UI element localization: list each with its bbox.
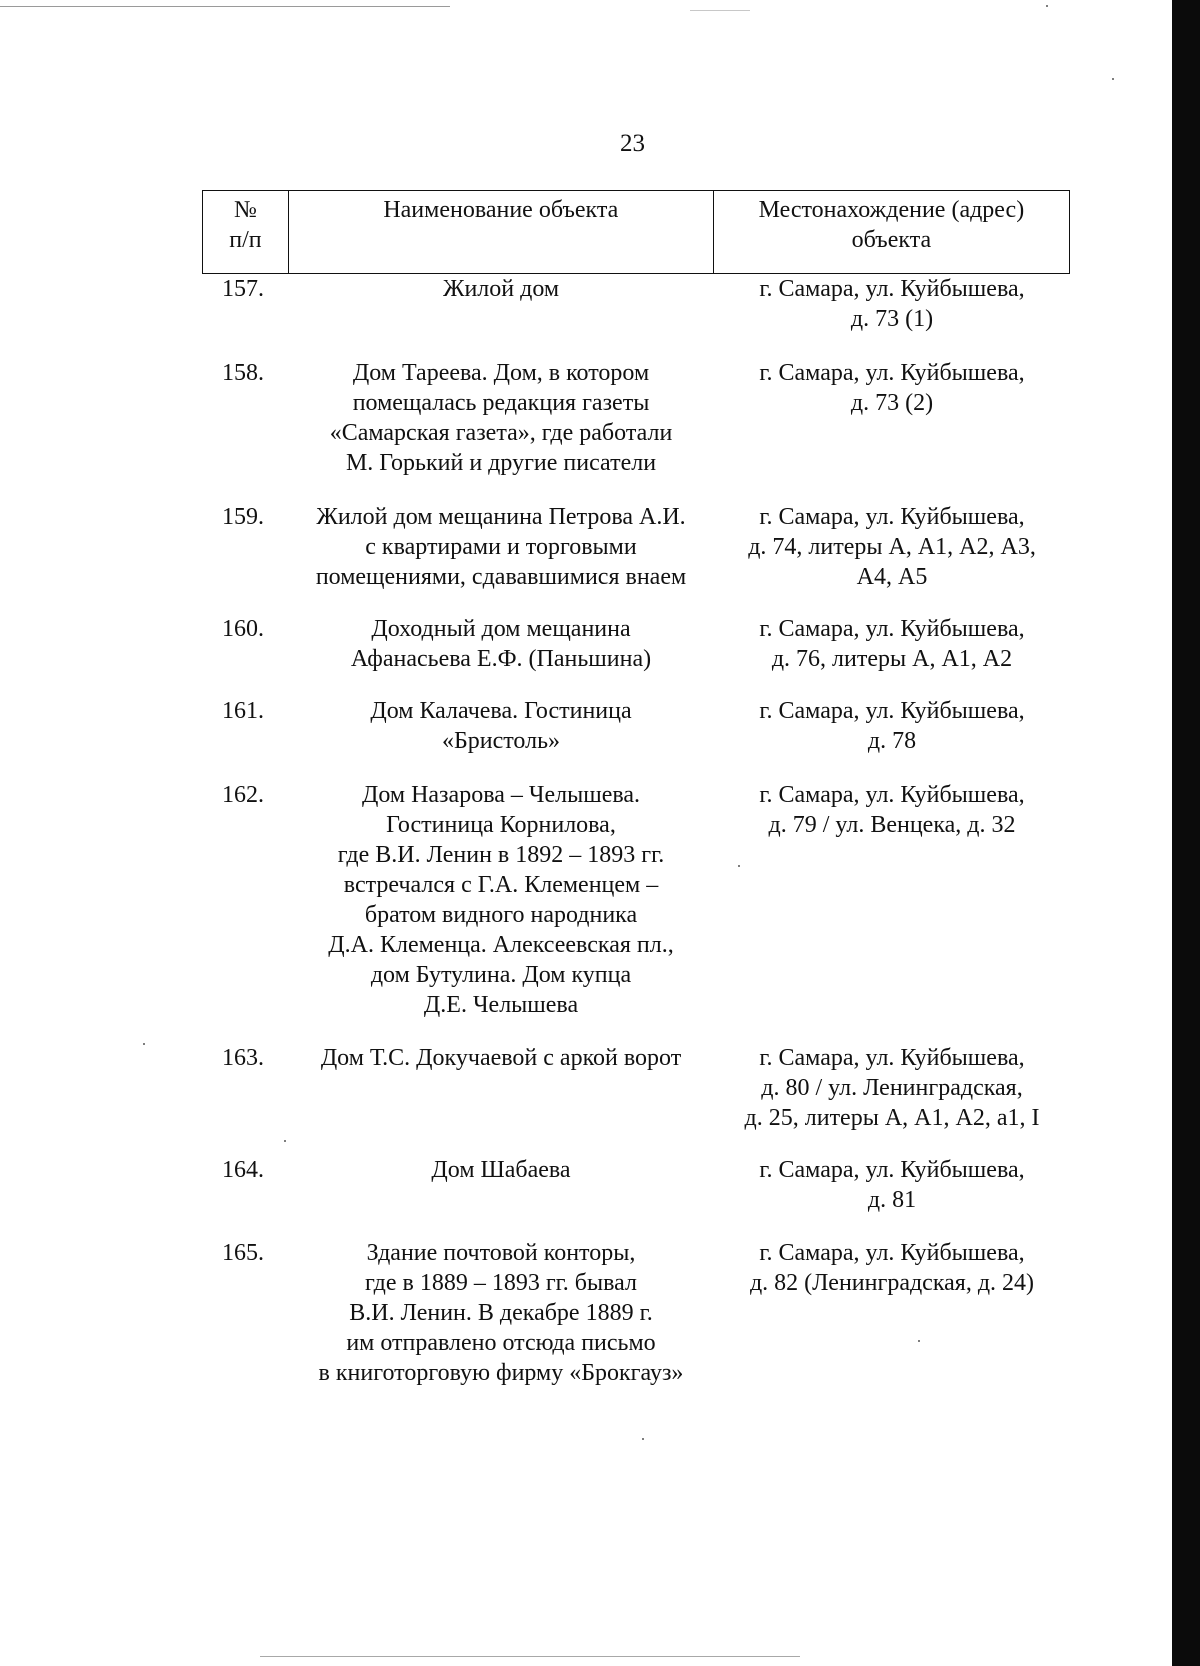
scan-line bbox=[690, 10, 750, 11]
object-name: Дом Т.С. Докучаевой с аркой ворот bbox=[320, 1045, 682, 1071]
object-name: Дом Шабаева bbox=[431, 1157, 571, 1183]
object-address: г. Самара, ул. Куйбышева, д. 74, литеры А, А1, А2, А3, А4, А5 bbox=[748, 504, 1036, 590]
object-address: г. Самара, ул. Куйбышева, д. 76, литеры А, А1, А2 bbox=[759, 616, 1025, 672]
scan-line bbox=[260, 1656, 800, 1657]
object-address: г. Самара, ул. Куйбышева, д. 73 (1) bbox=[759, 276, 1025, 332]
object-name: Здание почтовой конторы, где в 1889 – 1893 гг. бывал В.И. Ленин. В декабре 1889 г. им отправлено отсюда письмо в книготорговую фирму «Брокгауз» bbox=[318, 1240, 684, 1386]
scan-speck bbox=[1046, 5, 1048, 7]
table-row bbox=[202, 614, 1070, 674]
row-number: 165. bbox=[222, 1240, 264, 1266]
scan-speck bbox=[642, 1438, 644, 1440]
table-row bbox=[202, 1238, 1070, 1388]
header-object-address bbox=[714, 191, 1069, 273]
object-name: Дом Тареева. Дом, в котором помещалась редакция газеты «Самарская газета», где работали М. Горький и другие писатели bbox=[329, 360, 673, 476]
scan-speck bbox=[284, 1140, 286, 1142]
header-object-address-label: Местонахождение (адрес) объекта bbox=[758, 197, 1025, 253]
row-number: 159. bbox=[222, 504, 264, 530]
object-address: г. Самара, ул. Куйбышева, д. 81 bbox=[759, 1157, 1025, 1213]
object-name: Жилой дом мещанина Петрова А.И. с квартирами и торговыми помещениями, сдававшимися внаем bbox=[315, 504, 687, 590]
table-row bbox=[202, 1043, 1070, 1133]
table-header bbox=[202, 190, 1070, 274]
table-row bbox=[202, 358, 1070, 478]
object-address: г. Самара, ул. Куйбышева, д. 80 / ул. Ленинградская, д. 25, литеры А, А1, А2, а1, I bbox=[744, 1045, 1040, 1131]
table-row bbox=[202, 274, 1070, 334]
object-name: Доходный дом мещанина Афанасьева Е.Ф. (Паньшина) bbox=[350, 616, 652, 672]
header-number bbox=[203, 191, 289, 273]
row-number: 160. bbox=[222, 616, 264, 642]
object-name: Дом Калачева. Гостиница «Бристоль» bbox=[370, 698, 632, 754]
header-object-name-label: Наименование объекта bbox=[383, 197, 619, 223]
table-row bbox=[202, 502, 1070, 592]
row-number: 163. bbox=[222, 1045, 264, 1071]
table-row bbox=[202, 696, 1070, 756]
object-name: Жилой дом bbox=[442, 276, 560, 302]
row-number: 161. bbox=[222, 698, 264, 724]
scan-speck bbox=[143, 1043, 145, 1045]
row-number: 162. bbox=[222, 782, 264, 808]
object-name: Дом Назарова – Челышева. Гостиница Корнилова, где В.И. Ленин в 1892 – 1893 гг. встречался с Г.А. Клеменцем – братом видного народника Д.А. Клеменца. Алексеевская пл., дом Бутулина. Дом купца Д.Е. Челышева bbox=[328, 782, 674, 1018]
table-row bbox=[202, 1155, 1070, 1215]
page-number: 23 bbox=[620, 130, 645, 157]
object-address: г. Самара, ул. Куйбышева, д. 79 / ул. Венцека, д. 32 bbox=[759, 782, 1025, 838]
object-address: г. Самара, ул. Куйбышева, д. 73 (2) bbox=[759, 360, 1025, 416]
object-address: г. Самара, ул. Куйбышева, д. 82 (Ленинградская, д. 24) bbox=[749, 1240, 1035, 1296]
header-object-name bbox=[289, 191, 714, 273]
row-number: 158. bbox=[222, 360, 264, 386]
row-number: 157. bbox=[222, 276, 264, 302]
object-address: г. Самара, ул. Куйбышева, д. 78 bbox=[759, 698, 1025, 754]
scan-edge bbox=[1172, 0, 1200, 1666]
row-number: 164. bbox=[222, 1157, 264, 1183]
header-number-label: № п/п bbox=[229, 197, 262, 253]
scan-line bbox=[0, 6, 450, 7]
table-row bbox=[202, 780, 1070, 1020]
scan-speck bbox=[1112, 78, 1114, 80]
